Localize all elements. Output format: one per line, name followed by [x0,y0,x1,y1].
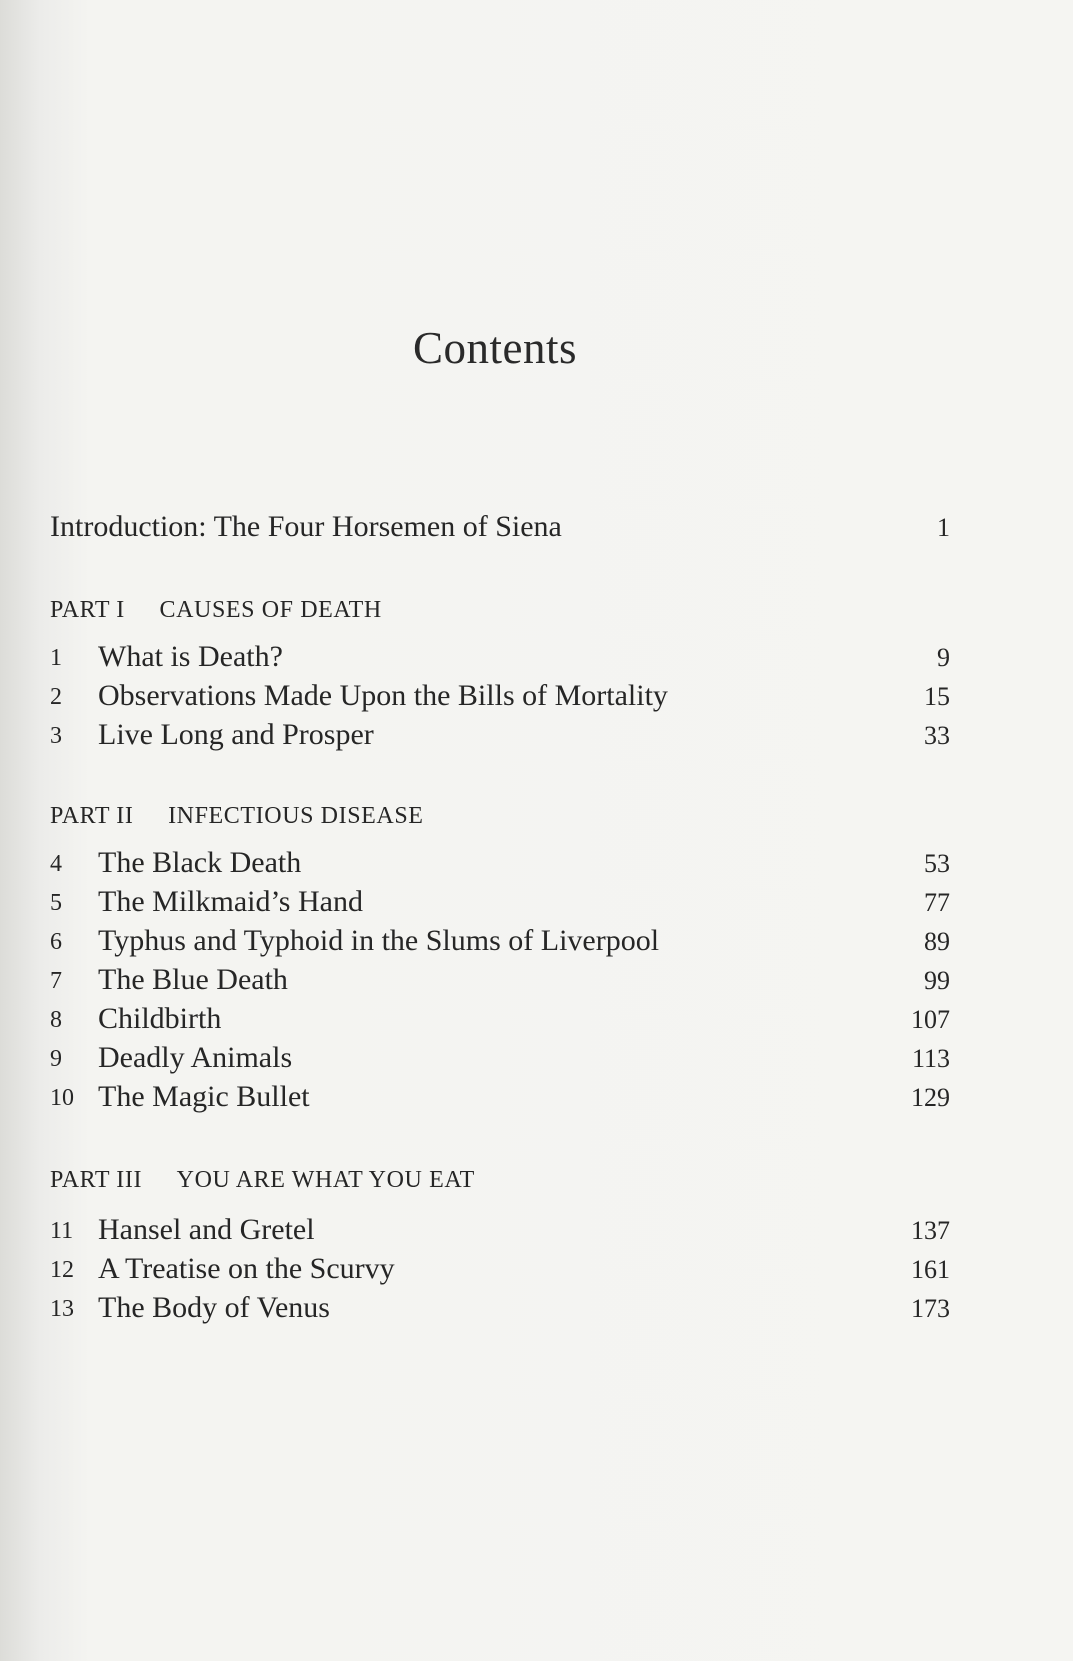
part-name: INFECTIOUS DISEASE [168,803,424,829]
chapter-page: 99 [924,966,950,995]
chapter-title: Deadly Animals [98,1041,293,1074]
toc-entry-chapter [50,718,950,758]
chapter-page: 53 [924,849,950,878]
chapter-page: 77 [924,888,950,917]
toc-entry-label: Introduction: The Four Horsemen of Siena [50,510,562,543]
chapter-title: Childbirth [98,1002,222,1035]
chapter-page: 161 [911,1255,950,1284]
toc-entry-chapter [50,885,950,925]
chapter-title: The Body of Venus [98,1291,330,1324]
chapter-number: 13 [50,1296,74,1322]
part-name: YOU ARE WHAT YOU EAT [176,1167,475,1193]
toc-entry-chapter [50,1252,950,1292]
part-label: PART II [50,803,134,829]
chapter-title: Typhus and Typhoid in the Slums of Liverpool [98,924,660,957]
part-heading-1 [50,597,382,624]
chapter-page: 33 [924,721,950,750]
chapter-number: 2 [50,684,62,710]
part-heading-3 [50,1167,475,1194]
part-name: CAUSES OF DEATH [159,597,382,623]
chapter-page: 15 [924,682,950,711]
chapter-title: A Treatise on the Scurvy [98,1252,395,1285]
toc-entry-chapter [50,963,950,1003]
chapter-number: 11 [50,1218,74,1244]
chapter-page: 173 [911,1294,950,1323]
chapter-title: Observations Made Upon the Bills of Mortality [98,679,668,712]
part-label: PART I [50,597,125,623]
chapter-page: 113 [911,1044,950,1073]
page-title: Contents [412,323,577,373]
toc-entry-chapter [50,1291,950,1331]
chapter-title: Hansel and Gretel [98,1213,315,1246]
toc-entry-chapter [50,1213,950,1253]
chapter-page: 107 [911,1005,950,1034]
chapter-number: 1 [50,645,62,671]
chapter-number: 12 [50,1257,74,1283]
chapter-title: The Blue Death [98,963,288,996]
chapter-number: 5 [50,890,62,916]
chapter-page: 89 [924,927,950,956]
toc-entry-chapter [50,640,950,680]
chapter-number: 10 [50,1085,74,1111]
chapter-number: 4 [50,851,62,877]
toc-entry-chapter [50,1041,950,1081]
chapter-number: 6 [50,929,62,955]
chapter-title: The Milkmaid’s Hand [98,885,363,918]
toc-entry-introduction [50,510,950,550]
chapter-title: The Black Death [98,846,302,879]
chapter-number: 3 [50,723,62,749]
toc-entry-chapter [50,924,950,964]
chapter-page: 9 [937,643,950,672]
chapter-title: What is Death? [98,640,283,673]
toc-entry-chapter [50,1002,950,1042]
chapter-number: 8 [50,1007,62,1033]
part-label: PART III [50,1167,143,1193]
chapter-number: 9 [50,1046,62,1072]
toc-entry-page: 1 [937,513,950,542]
chapter-title: The Magic Bullet [98,1080,310,1113]
part-heading-2 [50,803,424,830]
chapter-page: 129 [911,1083,950,1112]
toc-entry-chapter [50,846,950,886]
toc-entry-chapter [50,1080,950,1120]
toc-entry-chapter [50,679,950,719]
chapter-page: 137 [911,1216,950,1245]
chapter-title: Live Long and Prosper [98,718,374,751]
chapter-number: 7 [50,968,62,994]
